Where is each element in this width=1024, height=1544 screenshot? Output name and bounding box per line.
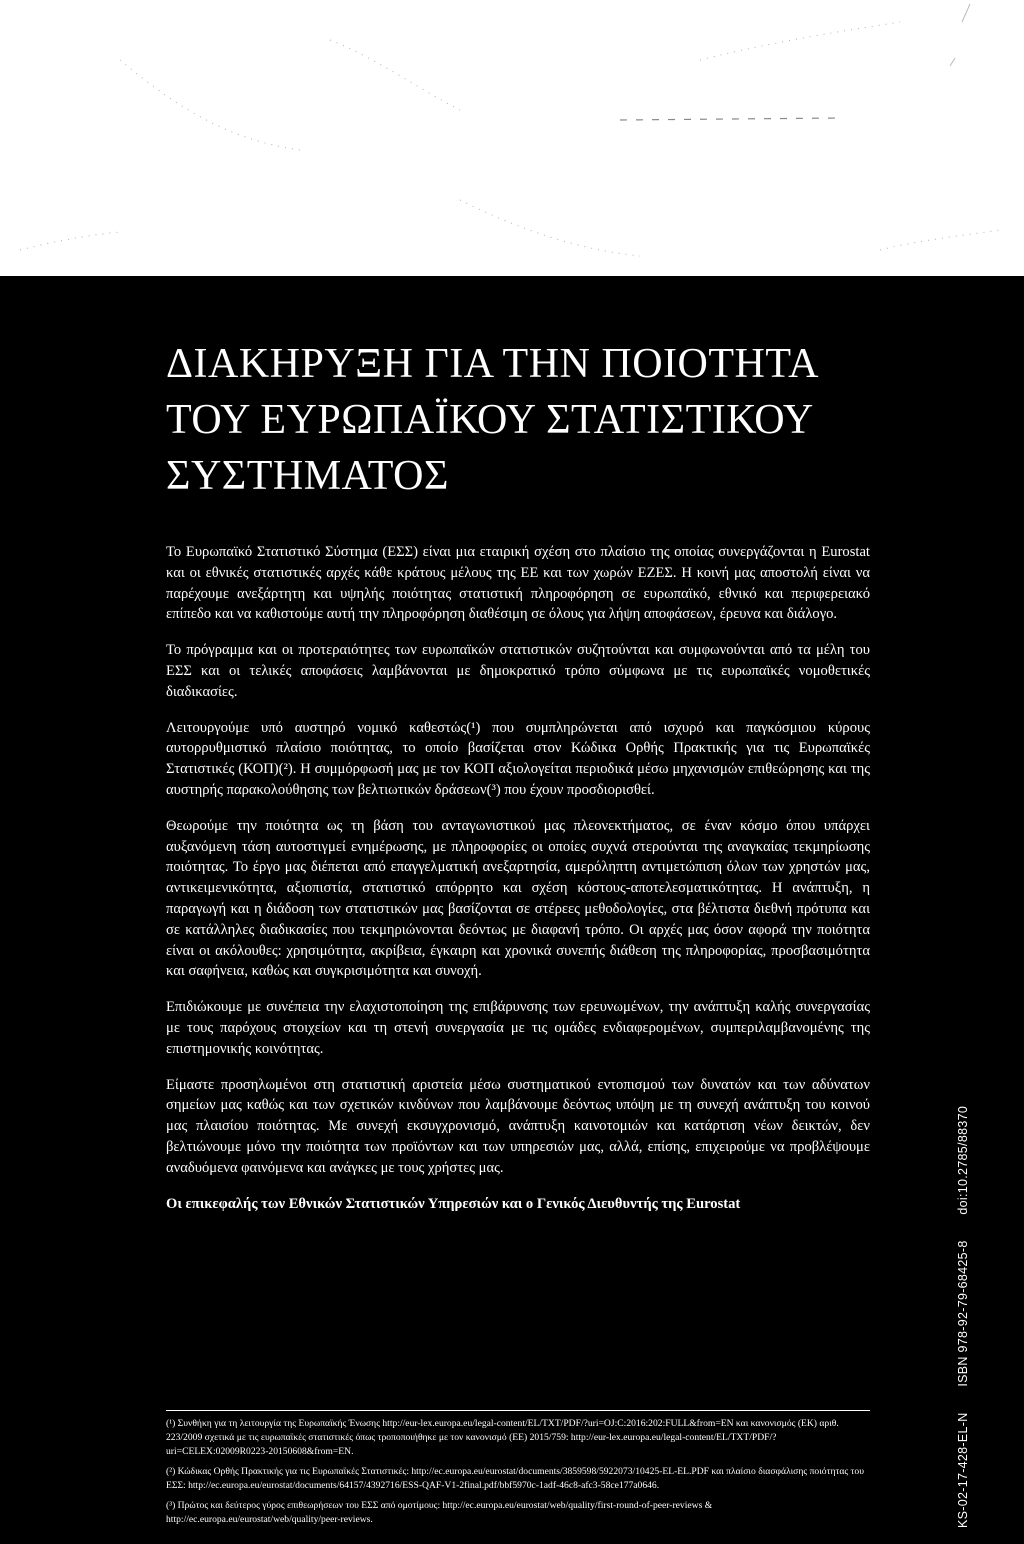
signatories-line: Οι επικεφαλής των Εθνικών Στατιστικών Υπηρεσιών και ο Γενικός Διευθυντής της Eurostat: [166, 1195, 741, 1212]
title-line: ΣΥΣΤΗΜΑΤΟΣ: [166, 453, 449, 499]
document-title: [166, 336, 926, 504]
body-paragraph: Λειτουργούμε υπό αυστηρό νομικό καθεστώς(¹) που συμπληρώνεται από ισχυρό και παγκόσμιου κύρους αυτορρυθμιστικό πλαίσιο ποιότητας, το οποίο βασίζεται στον Κώδικα Ορθής Πρακτικής για τις Ευρωπαϊκές Στατιστικές (ΚΟΠ)(²). Η συμμόρφωσή μας με τον ΚΟΠ αξιολογείται περιοδικά μέσω μηχανισμών επιθεώρησης και της αυστηρής παρακολούθησης των βελτιωτικών δράσεων(³) που έχουν προσδιορισθεί.: [166, 719, 870, 798]
identifier-strip: [956, 1084, 970, 1528]
footnote-divider: [166, 1410, 870, 1411]
declaration-panel: [0, 276, 1024, 1544]
body-paragraph: Επιδιώκουμε με συνέπεια την ελαχιστοποίηση της επιβάρυνσης των ερευνωμένων, την ανάπτυξη καλής συνεργασίας με τους παρόχους στοιχείων και τη στενή συνεργασία με τις ομάδες ενδιαφερομένων, συμπεριλαμβανομένης της επιστημονικής κοινότητας.: [166, 999, 870, 1057]
footnote: (³) Πρώτος και δεύτερος γύρος επιθεωρήσεων του ΕΣΣ από ομοτίμους: http://ec.europa.eu/eurostat/web/quality/first-round-of-peer-reviews & http://ec.europa.eu/eurostat/web/quality/peer-reviews.: [166, 1500, 713, 1525]
footnote: (¹) Συνθήκη για τη λειτουργία της Ευρωπαϊκής Ένωσης http://eur-lex.europa.eu/legal-content/EL/TXT/PDF/?uri=OJ:C:2016:202:FULL&from=EN και κανονισμός (ΕΚ) αριθ. 223/2009 σχετικά με τις ευρωπαϊκές στατιστικές όπως τροποποιήθηκε με τον κανονισμό (ΕΕ) 2015/759: http://eur-lex.europa.eu/legal-content/EL/TXT/PDF/?uri=CELEX:02009R0223-20150608&from=EN.: [166, 1418, 839, 1457]
title-line: ΔΙΑΚΗΡΥΞΗ ΓΙΑ ΤΗΝ ΠΟΙΟΤΗΤΑ: [166, 341, 819, 387]
body-paragraph: Το Ευρωπαϊκό Στατιστικό Σύστημα (ΕΣΣ) είναι μια εταιρική σχέση στο πλαίσιο της οποίας συνεργάζονται η Eurostat και οι εθνικές στατιστικές αρχές κάθε κράτους μέλους της ΕΕ και των χωρών ΕΖΕΣ. Η κοινή μας αποστολή είναι να παρέχουμε ανεξάρτητη και υψηλής ποιότητας στατιστική πληροφόρηση σε ευρωπαϊκό, εθνικό και περιφερειακό επίπεδο και να καθιστούμε αυτή την πληροφόρηση διαθέσιμη σε όλους για λήψη αποφάσεων, έρευνα και διάλογο.: [166, 544, 870, 623]
dotted-ornament-graphic: [0, 0, 1024, 276]
doi-number: doi:10.2785/88370: [956, 1105, 970, 1215]
isbn-number: ISBN 978-92-79-68425-8: [956, 1240, 970, 1387]
title-line: ΤΟΥ ΕΥΡΩΠΑΪΚΟΥ ΣΤΑΤΙΣΤΙΚΟΥ: [166, 397, 814, 443]
footnote: (²) Κώδικας Ορθής Πρακτικής για τις Ευρωπαϊκές Στατιστικές: http://ec.europa.eu/eurostat/documents/3859598/5922073/10425-EL-EL.PDF και πλαίσιο διασφάλισης ποιότητας του ΕΣΣ: http://ec.europa.eu/eurostat/documents/64157/4392716/ESS-QAF-V1-2final.pdf/bbf5970c-1adf-46c8-afc3-58ce177a0646.: [166, 1466, 864, 1491]
body-paragraph: Θεωρούμε την ποιότητα ως τη βάση του ανταγωνιστικού μας πλεονεκτήματος, σε έναν κόσμο όπου υπάρχει αυξανόμενη τάση αυτοστιγμεί ενημέρωσης, με πληροφορίες οι οποίες συχνά στερούνται της αναγκαίας τεκμηρίωσης ποιότητας. Το έργο μας διέπεται από επαγγελματική ανεξαρτησία, αμερόληπτη αντιμετώπιση όλων των χρηστών μας, αντικειμενικότητα, αξιοπιστία, στατιστικό απόρρητο και σχέση κόστους-αποτελεσματικότητας. Η ανάπτυξη, η παραγωγή και η διάδοση των στατιστικών μας βασίζονται σε στέρεες μεθοδολογίες, στα βέλτιστα διεθνή πρότυπα και σε κατάλληλες διαδικασίες που τεκμηριώνονται δεόντως με διαφανή τρόπο. Οι αρχές μας όσον αφορά την ποιότητα είναι οι ακόλουθες: χρησιμότητα, ακρίβεια, έγκαιρη και χρονικά συνεπής διάθεση της πληροφορίας, προσβασιμότητα και σαφήνεια, καθώς και συγκρισιμότητα και συνοχή.: [166, 817, 870, 980]
declaration-body: [166, 542, 870, 1229]
top-decorative-band: [0, 0, 1024, 276]
footnotes: [166, 1410, 870, 1533]
catalogue-number: KS-02-17-428-EL-N: [956, 1412, 970, 1528]
body-paragraph: Είμαστε προσηλωμένοι στη στατιστική αριστεία μέσω συστηματικού εντοπισμού των δυνατών και των αδύνατων σημείων μας καθώς και των σχετικών κινδύνων που λαμβάνουμε δεόντως υπόψη με τη συνεχή ανάπτυξη του κοινού μας πλαισίου ποιότητας. Με συνεχή εκσυγχρονισμό, ανάπτυξη καινοτομιών και κατάρτιση νέων δεικτών, δεν βελτιώνουμε μόνο την ποιότητα των προϊόντων και των υπηρεσιών μας, αλλά, επίσης, επιχειρούμε να προβλέψουμε αναδυόμενα φαινόμενα και ανάγκες με τους χρήστες μας.: [166, 1076, 870, 1176]
body-paragraph: Το πρόγραμμα και οι προτεραιότητες των ευρωπαϊκών στατιστικών συζητούνται και συμφωνούνται από τα μέλη του ΕΣΣ και οι τελικές αποφάσεις λαμβάνονται με δημοκρατικό τρόπο σύμφωνα με τις ευρωπαϊκές νομοθετικές διαδικασίες.: [166, 642, 870, 700]
